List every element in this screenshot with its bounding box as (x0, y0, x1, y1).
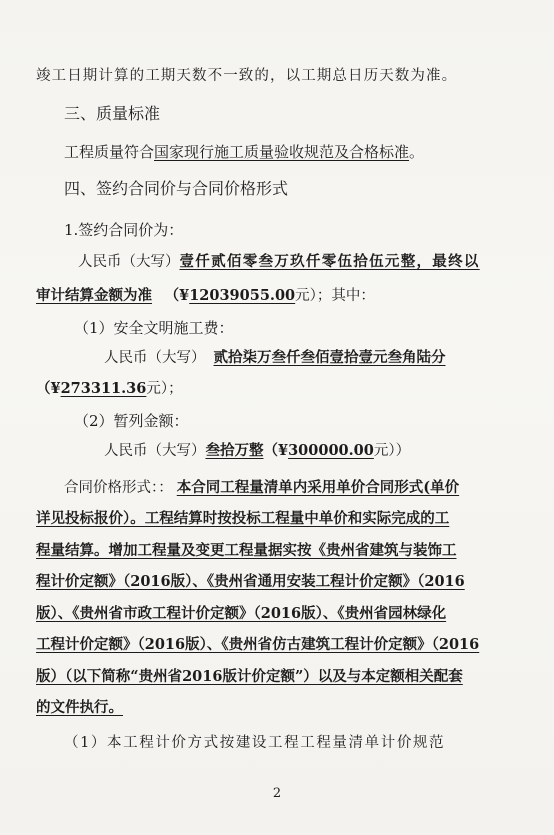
page-number: 2 (272, 786, 282, 801)
provisional-sum-words: 叁拾万整 (205, 442, 264, 459)
rmb-label: 人民币（大写） (104, 443, 206, 459)
provisional-sum-label: （2）暂列金额： (74, 412, 189, 430)
contract-price-words: 壹仟贰佰零叁万玖仟零伍拾伍元整，最终以 (179, 253, 480, 270)
price-form-body: 版）（以下简称“贵州省2016版计价定额”）以及与本定额相关配套 (36, 668, 463, 685)
yen-open: （¥ (164, 287, 190, 304)
paragraph-line: 竣工日期计算的工期天数不一致的，以工期总日历天数为准。 (36, 68, 458, 84)
safety-fee-line (104, 348, 446, 368)
contract-price-label: 1.签约合同价为： (64, 221, 184, 239)
section-heading-contract-price: 四、签约合同价与合同价格形式 (64, 179, 289, 198)
rmb-label: 人民币（大写） (104, 350, 206, 366)
price-form-body: 程量结算。增加工程量及变更工程量据实按《贵州省建筑与装饰工 (36, 542, 457, 559)
safety-fee-words: 贰拾柒万叁仟叁佰壹拾壹元叁角陆分 (213, 349, 446, 366)
quality-standard: 国家现行施工质量验收规范及合格标准 (154, 143, 410, 161)
price-form-body: 程计价定额》（2016版）、《贵州省通用安装工程计价定额》（2016 (36, 573, 465, 590)
yen-open: （¥ (263, 442, 289, 459)
yen-close: 元）； (146, 381, 183, 397)
price-form-text: 本合同工程量清单内采用单价合同形式(单价 (176, 479, 460, 496)
audit-note: 审计结算金额为准 (36, 287, 152, 304)
price-form-body: 详见投标报价）。工程结算时按投标工程量中单价和实际完成的工 (36, 510, 450, 527)
section-heading-quality: 三、质量标准 (64, 104, 161, 123)
price-form-body: 版）、《贵州省市政工程计价定额》（2016版）、《贵州省园林绿化 (36, 605, 447, 622)
quality-period: 。 (409, 143, 425, 161)
yen-close: 元）；其中： (295, 288, 375, 304)
price-form-line (64, 478, 459, 498)
price-form-body: 的文件执行。 (36, 699, 123, 716)
provisional-sum-line (104, 441, 410, 461)
contract-price-number: 12039055.00 (189, 287, 296, 304)
contract-price-line-2 (36, 286, 375, 306)
rmb-label: 人民币（大写） (78, 254, 180, 270)
quality-label: 工程质量符合 (64, 143, 155, 161)
pricing-method-line: （1）本工程计价方式按建设工程工程量清单计价规范 (64, 735, 446, 751)
price-form-body: 工程计价定额》（2016版）、《贵州省仿古建筑工程计价定额》（2016 (36, 636, 480, 653)
safety-fee-amount (36, 379, 183, 399)
price-form-label: 合同价格形式：： (64, 480, 173, 496)
yen-close: 元）） (373, 443, 411, 459)
contract-price-line (78, 252, 480, 272)
safety-fee-number: 273311.36 (60, 380, 147, 397)
quality-line (64, 142, 424, 162)
provisional-sum-number: 300000.00 (288, 442, 374, 459)
safety-fee-label: （1）安全文明施工费： (74, 319, 234, 337)
yen-open: （¥ (36, 380, 61, 397)
